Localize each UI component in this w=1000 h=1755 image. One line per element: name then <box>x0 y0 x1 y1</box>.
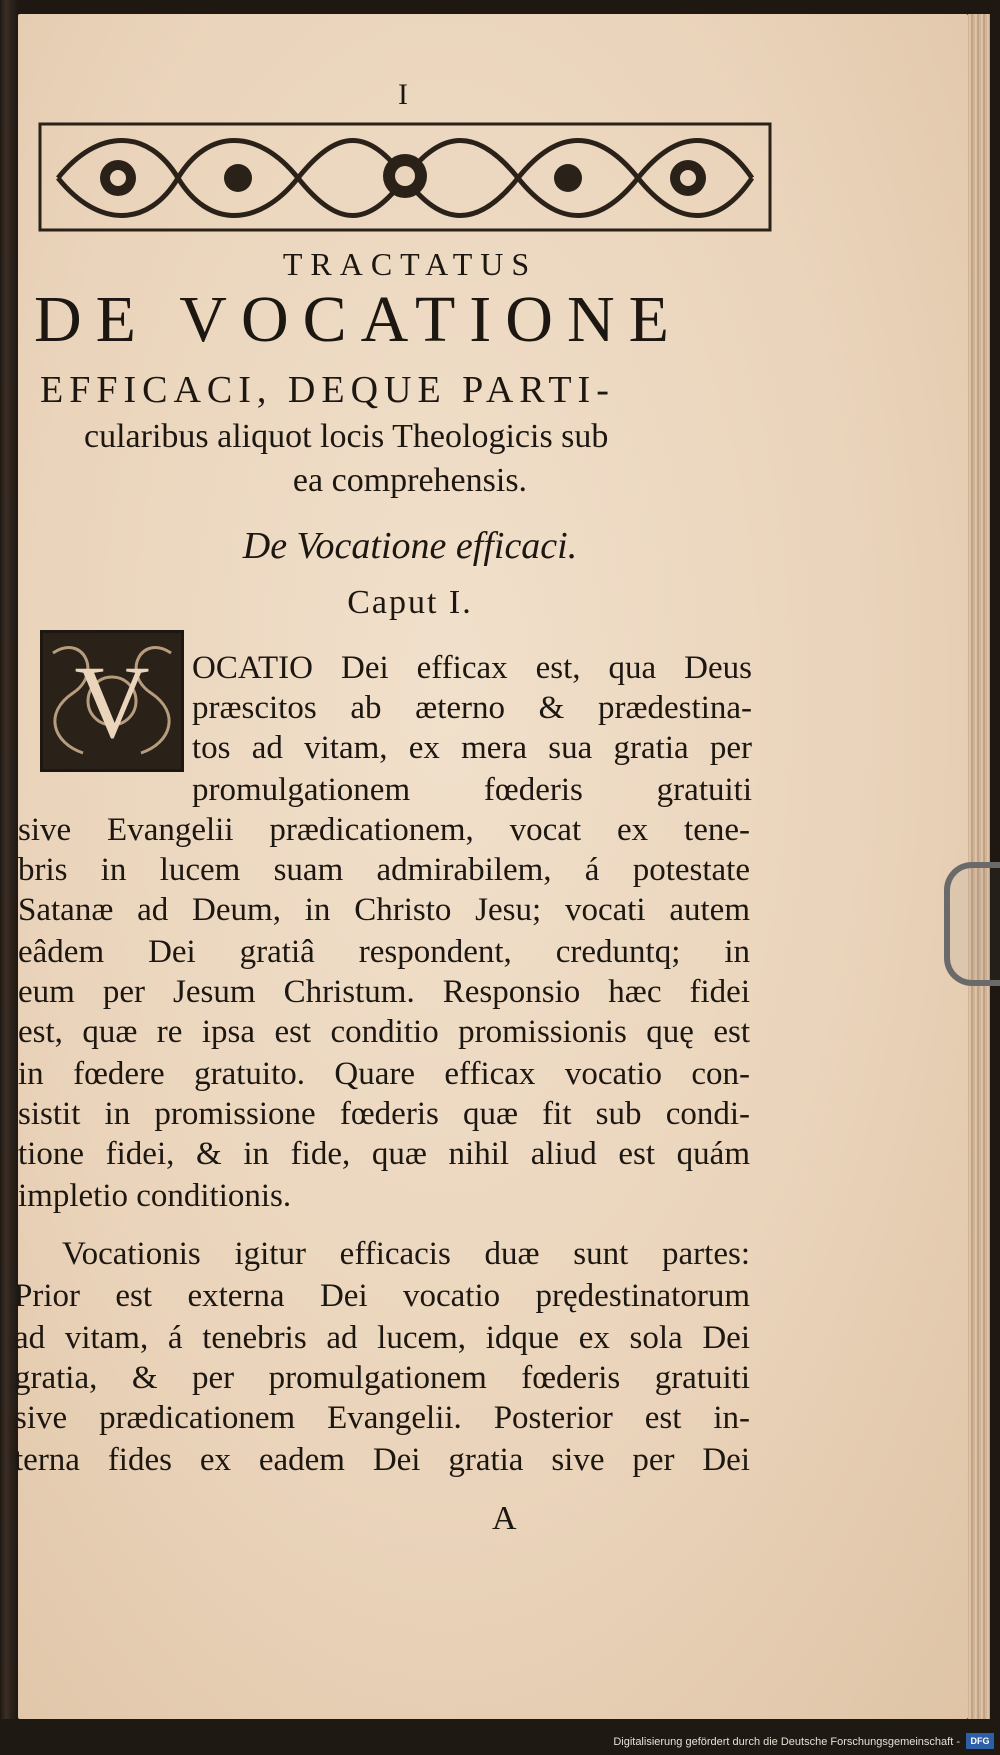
section-title: De Vocatione efficaci. <box>242 525 578 567</box>
body-line: bris in lucem suam admirabilem, á potestate <box>18 852 750 888</box>
body-line: terna fides ex eadem Dei gratia sive per Dei <box>14 1442 750 1478</box>
body-line: eum per Jesum Christum. Responsio hæc fidei <box>18 974 750 1010</box>
title-line-4: cularibus aliquot locis Theologicis sub <box>84 418 609 455</box>
dfg-logo: DFG <box>966 1733 994 1749</box>
headpiece-ornament <box>38 118 772 236</box>
body-line: Prior est externa Dei vocatio prędestinatorum <box>14 1278 750 1314</box>
body-line: sive prædicationem Evangelii. Posterior est in- <box>14 1400 750 1436</box>
decorated-initial <box>40 630 184 772</box>
body-line: Satanæ ad Deum, in Christo Jesu; vocati autem <box>18 892 750 928</box>
body-line: tione fidei, & in fide, quæ nihil aliud est quám <box>18 1136 750 1172</box>
body-line: sive Evangelii prædicationem, vocat ex tene- <box>18 812 750 848</box>
signature-mark: A <box>492 1500 517 1537</box>
body-line: tos ad vitam, ex mera sua gratia per <box>192 730 752 766</box>
title-tractatus: TRACTATUS <box>282 246 538 282</box>
title-line-3: EFFICACI, DEQUE PARTI- <box>40 369 615 411</box>
initial-ornament-icon <box>43 633 181 769</box>
body-line: sistit in promissione fœderis quæ fit sub condi- <box>18 1096 750 1132</box>
body-line: promulgationem fœderis gratuiti <box>192 772 752 808</box>
svg-text:V: V <box>74 645 150 760</box>
chapter-title: Caput I. <box>347 584 473 621</box>
book-clasp <box>944 862 1000 986</box>
body-line: Vocationis igitur efficacis duæ sunt partes: <box>62 1236 750 1272</box>
footer-credit: Digitalisierung gefördert durch die Deutsche Forschungsgemeinschaft - <box>613 1736 960 1748</box>
body-line: gratia, & per promulgationem fœderis gratuiti <box>14 1360 750 1396</box>
title-line-5: ea comprehensis. <box>292 462 528 499</box>
body-line: in fœdere gratuito. Quare efficax vocatio con- <box>18 1056 750 1092</box>
body-line: ad vitam, á tenebris ad lucem, idque ex sola Dei <box>14 1320 750 1356</box>
body-line: impletio conditionis. <box>18 1178 292 1214</box>
body-line: præscitos ab æterno & prædestina- <box>192 690 752 726</box>
folio-number: I <box>398 78 408 111</box>
title-main: DE VOCATIONE <box>34 283 683 356</box>
body-line: eâdem Dei gratiâ respondent, creduntq; in <box>18 934 750 970</box>
body-line: est, quæ re ipsa est conditio promissionis quę est <box>18 1014 750 1050</box>
body-line: OCATIO Dei efficax est, qua Deus <box>192 650 752 686</box>
